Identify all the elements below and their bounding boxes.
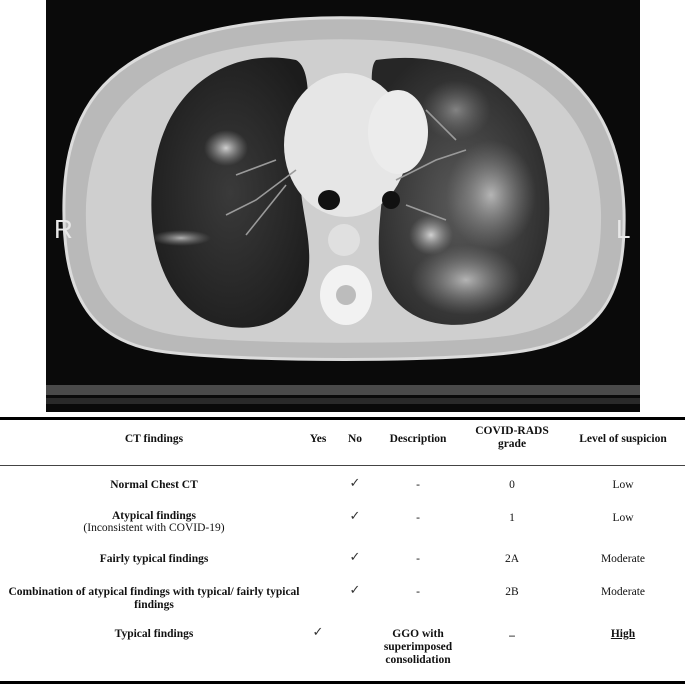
- row-grade: 1: [509, 512, 515, 524]
- row-finding: Combination of atypical findings with typical/ fairly typical findings: [8, 586, 300, 611]
- row-finding-sub: (Inconsistent with COVID-19): [83, 522, 225, 534]
- row-level: Low: [612, 512, 634, 524]
- header-level: Level of suspicion: [579, 433, 667, 445]
- table-top-rule: [0, 417, 685, 420]
- yes-check-icon: ✓: [312, 625, 324, 640]
- no-check-icon: ✓: [349, 583, 361, 598]
- row-finding: Typical findings: [114, 628, 194, 640]
- row-grade: 0: [509, 479, 515, 491]
- row-grade: 2B: [505, 586, 519, 598]
- row-level: Low: [612, 479, 634, 491]
- left-side-label: L: [616, 214, 631, 244]
- header-yes: Yes: [309, 433, 327, 445]
- no-check-icon: ✓: [349, 476, 361, 491]
- table-header-rule: [0, 465, 685, 466]
- no-check-icon: ✓: [349, 550, 361, 565]
- right-side-label: R: [54, 214, 73, 244]
- row-description: GGO with superimposed consolidation: [383, 628, 453, 666]
- row-grade: 2A: [504, 553, 520, 565]
- row-finding: Normal Chest CT: [110, 479, 198, 491]
- row-description: -: [416, 479, 420, 491]
- header-grade: COVID-RADS grade: [475, 425, 549, 450]
- row-grade: _: [509, 626, 515, 638]
- row-description: -: [416, 586, 420, 598]
- row-level: Moderate: [600, 553, 646, 565]
- header-description: Description: [389, 433, 447, 445]
- ct-scan-image: [46, 0, 640, 412]
- no-check-icon: ✓: [349, 509, 361, 524]
- covid-rads-table: [0, 417, 685, 685]
- row-level: Moderate: [600, 586, 646, 598]
- ct-scan-drawing: [46, 0, 640, 412]
- row-description: -: [416, 553, 420, 565]
- row-finding: Atypical findings: [111, 510, 197, 522]
- row-level-highlight: High: [610, 628, 636, 640]
- table-bottom-rule: [0, 681, 685, 684]
- row-description: -: [416, 512, 420, 524]
- row-finding: Fairly typical findings: [99, 553, 209, 565]
- header-ct-findings: CT findings: [124, 433, 184, 445]
- header-no: No: [347, 433, 363, 445]
